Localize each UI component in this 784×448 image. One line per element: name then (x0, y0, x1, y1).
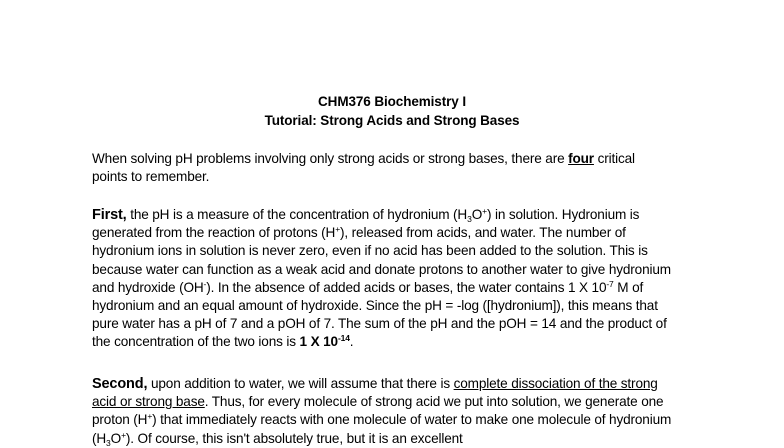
intro-text-end: critical points to remember. (92, 151, 635, 185)
subscript: 3 (106, 437, 111, 448)
underlined-phrase: complete dissociation of the strong acid or strong base (92, 376, 658, 410)
first-lead: First, (92, 207, 127, 223)
superscript: -14 (337, 333, 350, 344)
text-run: . Thus, for every molecule of strong acid we put into solution, we generate one proton (H (92, 394, 664, 428)
text-run: ), released from acids, and water. The number of hydronium ions in solution is never zero, even if no acid has been added to the solution. This is because water can function as a weak acid and donate protons to another water to give hydronium and hydroxide (OH (92, 225, 671, 295)
second-point-paragraph (92, 375, 672, 448)
text-run: the pH is a measure of the concentration of hydronium (H (126, 207, 468, 222)
superscript: + (147, 411, 153, 422)
text-run: ). Of course, this isn't absolutely true, but it is an excellent (125, 430, 463, 446)
text-run: . (349, 334, 354, 350)
intro-text: When solving pH problems involving only strong acids or strong bases, there are (92, 151, 569, 166)
text-run: 1 X 10 (299, 334, 338, 350)
superscript: + (335, 224, 341, 235)
text-run: ). In the absence of added acids or bases, the water contains 1 X 10 (206, 279, 607, 295)
text-run: ) in solution. Hydronium is generated from the reaction of protons (H (92, 207, 640, 241)
text-run: M of hydronium and an equal amount of hydroxide. Since the pH = -log ([hydronium]), this means that pure water has a pH of 7 and a pOH of 7. The sum of the pH and the pOH = 14 and the product of the concentration of the two ions is (92, 279, 667, 350)
superscript: + (121, 429, 126, 440)
second-lead: Second, (92, 376, 148, 392)
subscript: 3 (467, 214, 472, 224)
text-run: O (110, 430, 122, 446)
page-title: CHM376 Biochemistry I (318, 94, 466, 109)
page-subtitle: Tutorial: Strong Acids and Strong Bases (264, 113, 520, 128)
text-run: ) that immediately reacts with one molecule of water to make one molecule of hydronium (H (92, 412, 672, 446)
superscript: -7 (606, 278, 614, 289)
text-run: O (471, 207, 483, 222)
superscript: - (203, 278, 207, 289)
ion-product-value (300, 334, 350, 349)
intro-paragraph (92, 150, 672, 186)
superscript: + (482, 206, 487, 216)
text-run: upon addition to water, we will assume that there is (147, 376, 454, 391)
first-point-paragraph (92, 206, 672, 352)
intro-emphasis: four (568, 151, 594, 166)
